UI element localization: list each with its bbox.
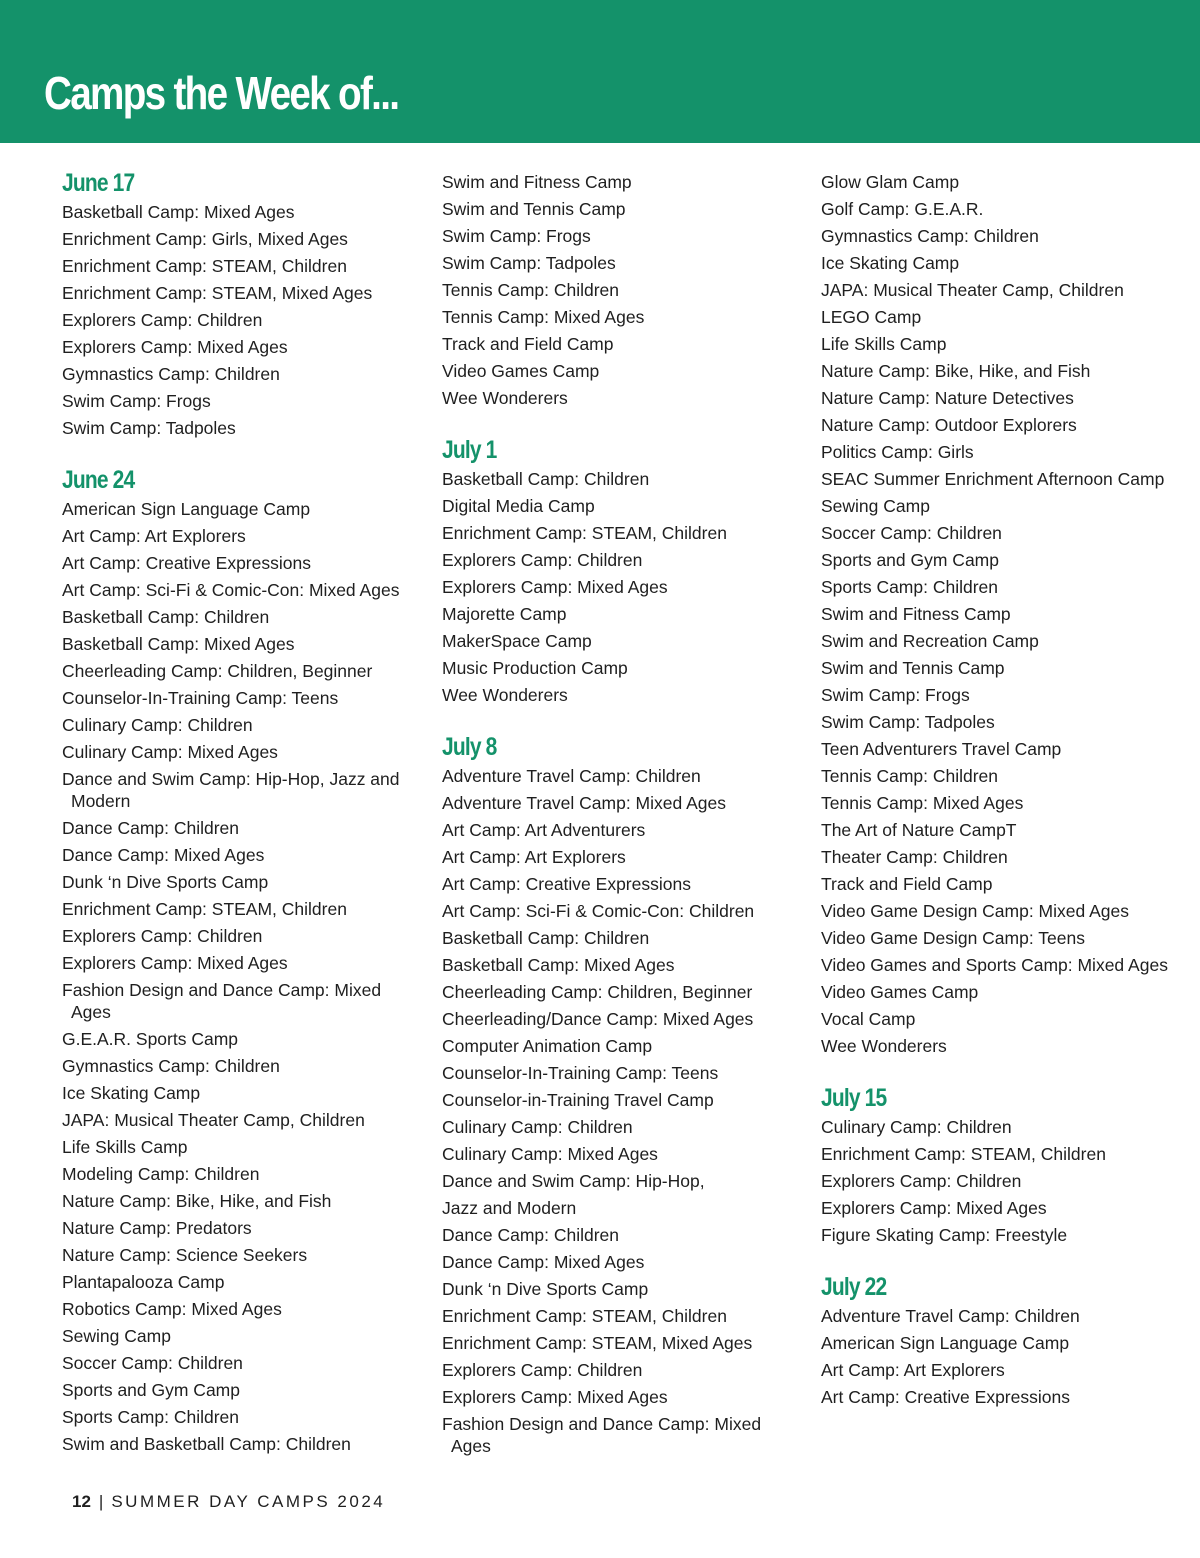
- camp-item: Art Camp: Creative Expressions: [442, 873, 691, 894]
- camp-item: Counselor-In-Training Camp: Teens: [442, 1062, 719, 1083]
- camp-item: Fashion Design and Dance Camp: Mixed Ages: [442, 1413, 762, 1456]
- camp-item: Computer Animation Camp: [442, 1035, 653, 1056]
- camp-column-3: [821, 168, 1191, 1434]
- camp-item: Swim Camp: Frogs: [442, 225, 591, 246]
- camp-item: Dance Camp: Children: [442, 1224, 620, 1245]
- camp-item: Tennis Camp: Children: [442, 279, 620, 300]
- camp-list: [62, 198, 422, 441]
- camp-item: Adventure Travel Camp: Children: [442, 765, 701, 786]
- camp-item: Enrichment Camp: STEAM, Children: [442, 1305, 727, 1326]
- camp-item: Adventure Travel Camp: Mixed Ages: [442, 792, 727, 813]
- camp-item: Vocal Camp: [821, 1008, 916, 1029]
- camp-item: Art Camp: Creative Expressions: [62, 552, 311, 573]
- camp-item: Sewing Camp: [62, 1325, 171, 1346]
- camp-item: Video Games Camp: [821, 981, 979, 1002]
- camp-item: Enrichment Camp: Girls, Mixed Ages: [62, 228, 348, 249]
- camp-item: Wee Wonderers: [442, 684, 568, 705]
- camp-item: Figure Skating Camp: Freestyle: [821, 1224, 1068, 1245]
- camp-item: Explorers Camp: Children: [442, 1359, 643, 1380]
- week-section: [821, 1083, 1191, 1248]
- week-section: [62, 168, 422, 441]
- camp-item: Sports and Gym Camp: [62, 1379, 240, 1400]
- camp-item: Cheerleading/Dance Camp: Mixed Ages: [442, 1008, 754, 1029]
- camp-list: [62, 495, 422, 1457]
- camp-item: Golf Camp: G.E.A.R.: [821, 198, 984, 219]
- camp-item: Sewing Camp: [821, 495, 930, 516]
- camp-item: Nature Camp: Outdoor Explorers: [821, 414, 1077, 435]
- camp-item: Explorers Camp: Children: [62, 925, 263, 946]
- camp-item: Basketball Camp: Children: [62, 606, 270, 627]
- camp-item: Cheerleading Camp: Children, Beginner: [442, 981, 753, 1002]
- camp-item: Tennis Camp: Mixed Ages: [442, 306, 645, 327]
- camp-item: Explorers Camp: Mixed Ages: [62, 952, 288, 973]
- camp-item: Video Game Design Camp: Mixed Ages: [821, 900, 1130, 921]
- camp-item: G.E.A.R. Sports Camp: [62, 1028, 239, 1049]
- week-section: [821, 168, 1191, 1059]
- camp-item: Dance Camp: Mixed Ages: [442, 1251, 645, 1272]
- camp-item: Enrichment Camp: STEAM, Children: [442, 522, 727, 543]
- camp-item: JAPA: Musical Theater Camp, Children: [62, 1109, 365, 1130]
- camp-list: [442, 168, 802, 411]
- camp-item: Basketball Camp: Mixed Ages: [62, 633, 295, 654]
- camp-item: Theater Camp: Children: [821, 846, 1008, 867]
- camp-item: Basketball Camp: Mixed Ages: [442, 954, 675, 975]
- camp-item: Video Games Camp: [442, 360, 600, 381]
- camp-item: Swim Camp: Frogs: [821, 684, 970, 705]
- camp-item: Nature Camp: Bike, Hike, and Fish: [62, 1190, 332, 1211]
- camp-item: Soccer Camp: Children: [62, 1352, 243, 1373]
- camp-item: Art Camp: Art Adventurers: [442, 819, 646, 840]
- week-section: [821, 1272, 1191, 1410]
- camp-item: Nature Camp: Nature Detectives: [821, 387, 1074, 408]
- week-section: [442, 732, 802, 1459]
- camp-item: Explorers Camp: Mixed Ages: [442, 576, 668, 597]
- camp-item: MakerSpace Camp: [442, 630, 592, 651]
- camp-item: Politics Camp: Girls: [821, 441, 974, 462]
- camp-item: Wee Wonderers: [442, 387, 568, 408]
- camp-item: American Sign Language Camp: [62, 498, 311, 519]
- camp-item: Swim Camp: Tadpoles: [442, 252, 616, 273]
- camp-item: Fashion Design and Dance Camp: Mixed Ages: [62, 979, 382, 1022]
- camp-item: Culinary Camp: Children: [821, 1116, 1012, 1137]
- camp-list: [821, 168, 1191, 1059]
- week-heading: July 8: [442, 733, 497, 761]
- camp-item: Robotics Camp: Mixed Ages: [62, 1298, 282, 1319]
- camp-item: Glow Glam Camp: [821, 171, 960, 192]
- camp-item: Music Production Camp: [442, 657, 628, 678]
- camp-item: Dance Camp: Mixed Ages: [62, 844, 265, 865]
- week-section: [442, 168, 802, 411]
- week-heading: July 1: [442, 436, 497, 464]
- page-banner: [0, 0, 1200, 143]
- camp-item: Explorers Camp: Mixed Ages: [821, 1197, 1047, 1218]
- camp-item: Dunk ‘n Dive Sports Camp: [62, 871, 269, 892]
- camp-item: Sports and Gym Camp: [821, 549, 999, 570]
- camp-item: Swim and Tennis Camp: [821, 657, 1005, 678]
- camp-item: LEGO Camp: [821, 306, 922, 327]
- camp-item: Gymnastics Camp: Children: [821, 225, 1039, 246]
- camp-item: SEAC Summer Enrichment Afternoon Camp: [821, 468, 1165, 489]
- camp-item: Counselor-In-Training Camp: Teens: [62, 687, 339, 708]
- week-heading: July 15: [821, 1084, 887, 1112]
- camp-item: Art Camp: Art Explorers: [821, 1359, 1005, 1380]
- camp-item: Culinary Camp: Mixed Ages: [62, 741, 278, 762]
- camp-item: Art Camp: Art Explorers: [62, 525, 246, 546]
- camp-item: Culinary Camp: Children: [442, 1116, 633, 1137]
- camp-item: Explorers Camp: Mixed Ages: [442, 1386, 668, 1407]
- camp-item: Nature Camp: Predators: [62, 1217, 252, 1238]
- camp-item: Swim and Basketball Camp: Children: [62, 1433, 351, 1454]
- camp-item: Swim and Fitness Camp: [442, 171, 632, 192]
- camp-item: Counselor-in-Training Travel Camp: [442, 1089, 714, 1110]
- camp-item: Art Camp: Art Explorers: [442, 846, 626, 867]
- camp-item: Basketball Camp: Mixed Ages: [62, 201, 295, 222]
- camp-list: [821, 1113, 1191, 1248]
- camp-item: Majorette Camp: [442, 603, 567, 624]
- camp-item: Wee Wonderers: [821, 1035, 947, 1056]
- camp-item: Modeling Camp: Children: [62, 1163, 260, 1184]
- camp-item: Nature Camp: Science Seekers: [62, 1244, 308, 1265]
- week-heading: June 17: [62, 169, 135, 197]
- camp-item: The Art of Nature CampT: [821, 819, 1017, 840]
- camp-item: Swim and Fitness Camp: [821, 603, 1011, 624]
- camp-item: Enrichment Camp: STEAM, Children: [821, 1143, 1106, 1164]
- camp-item: Tennis Camp: Children: [821, 765, 999, 786]
- camp-list: [821, 1302, 1191, 1410]
- camp-item: Jazz and Modern: [442, 1197, 577, 1218]
- camp-item: JAPA: Musical Theater Camp, Children: [821, 279, 1124, 300]
- camp-item: Enrichment Camp: STEAM, Mixed Ages: [442, 1332, 753, 1353]
- camp-item: Swim and Recreation Camp: [821, 630, 1039, 651]
- camp-item: Gymnastics Camp: Children: [62, 363, 280, 384]
- page-title: Camps the Week of...: [44, 67, 399, 119]
- camp-item: Sports Camp: Children: [821, 576, 999, 597]
- camp-item: Dance and Swim Camp: Hip-Hop, Jazz and Modern: [62, 768, 400, 811]
- camp-item: Ice Skating Camp: [62, 1082, 201, 1103]
- week-section: [442, 435, 802, 708]
- camp-item: Teen Adventurers Travel Camp: [821, 738, 1062, 759]
- camp-item: American Sign Language Camp: [821, 1332, 1070, 1353]
- camp-item: Explorers Camp: Mixed Ages: [62, 336, 288, 357]
- page-footer: [72, 1492, 385, 1512]
- camp-item: Swim Camp: Tadpoles: [62, 417, 236, 438]
- camp-item: Explorers Camp: Children: [821, 1170, 1022, 1191]
- camp-item: Basketball Camp: Children: [442, 927, 650, 948]
- camp-item: Explorers Camp: Children: [442, 549, 643, 570]
- week-section: [62, 465, 422, 1457]
- camp-item: Dunk ‘n Dive Sports Camp: [442, 1278, 649, 1299]
- camp-item: Enrichment Camp: STEAM, Children: [62, 255, 347, 276]
- camp-item: Dance Camp: Children: [62, 817, 240, 838]
- camp-item: Enrichment Camp: STEAM, Children: [62, 898, 347, 919]
- page-number: 12: [72, 1492, 91, 1511]
- camp-item: Swim and Tennis Camp: [442, 198, 626, 219]
- camp-column-2: [442, 168, 802, 1483]
- camp-item: Dance and Swim Camp: Hip-Hop,: [442, 1170, 705, 1191]
- camp-item: Art Camp: Sci-Fi & Comic-Con: Children: [442, 900, 755, 921]
- camp-item: Track and Field Camp: [442, 333, 614, 354]
- camp-item: Plantapalooza Camp: [62, 1271, 225, 1292]
- publication-title: SUMMER DAY CAMPS 2024: [111, 1492, 386, 1511]
- camp-item: Explorers Camp: Children: [62, 309, 263, 330]
- camp-list: [442, 762, 802, 1459]
- camp-column-1: [62, 168, 422, 1481]
- camp-item: Life Skills Camp: [821, 333, 947, 354]
- camp-item: Track and Field Camp: [821, 873, 993, 894]
- camp-item: Enrichment Camp: STEAM, Mixed Ages: [62, 282, 373, 303]
- week-heading: June 24: [62, 466, 135, 494]
- camp-item: Soccer Camp: Children: [821, 522, 1002, 543]
- camp-item: Art Camp: Creative Expressions: [821, 1386, 1070, 1407]
- camp-item: Basketball Camp: Children: [442, 468, 650, 489]
- camp-item: Tennis Camp: Mixed Ages: [821, 792, 1024, 813]
- camp-item: Nature Camp: Bike, Hike, and Fish: [821, 360, 1091, 381]
- camp-item: Swim Camp: Tadpoles: [821, 711, 995, 732]
- footer-separator: |: [98, 1492, 104, 1511]
- camp-item: Art Camp: Sci-Fi & Comic-Con: Mixed Ages: [62, 579, 400, 600]
- camp-item: Adventure Travel Camp: Children: [821, 1305, 1080, 1326]
- camp-item: Life Skills Camp: [62, 1136, 188, 1157]
- camp-item: Culinary Camp: Mixed Ages: [442, 1143, 658, 1164]
- camp-item: Swim Camp: Frogs: [62, 390, 211, 411]
- camp-item: Cheerleading Camp: Children, Beginner: [62, 660, 373, 681]
- camp-list: [442, 465, 802, 708]
- camp-item: Gymnastics Camp: Children: [62, 1055, 280, 1076]
- camp-item: Culinary Camp: Children: [62, 714, 253, 735]
- camp-item: Video Game Design Camp: Teens: [821, 927, 1085, 948]
- camp-item: Digital Media Camp: [442, 495, 595, 516]
- camp-item: Video Games and Sports Camp: Mixed Ages: [821, 954, 1168, 975]
- week-heading: July 22: [821, 1273, 887, 1301]
- camp-item: Ice Skating Camp: [821, 252, 960, 273]
- camp-item: Sports Camp: Children: [62, 1406, 240, 1427]
